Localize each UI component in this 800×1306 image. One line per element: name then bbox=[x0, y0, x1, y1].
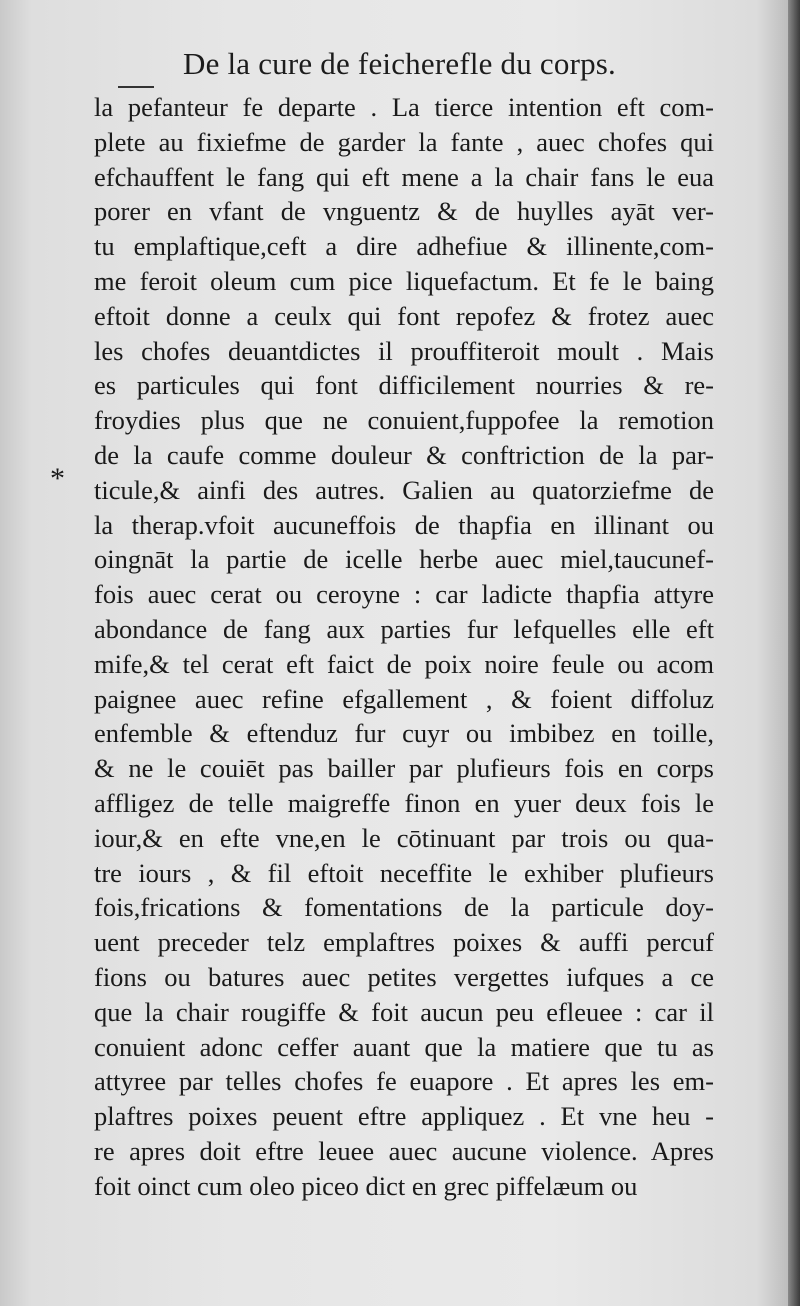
text-line: es particules qui font difficilement nourries & re- bbox=[94, 370, 714, 401]
text-line: uent preceder telz emplaftres poixes & auffi percuf bbox=[94, 927, 714, 958]
text-line: plete au fixiefme de garder la fante , auec chofes qui bbox=[94, 126, 714, 157]
text-line: les chofes deuantdictes il prouffiteroit moult . Mais bbox=[94, 335, 714, 366]
text-line: que la chair rougiffe & foit aucun peu efleuee : car il bbox=[94, 996, 714, 1027]
text-line: fois auec cerat ou ceroyne : car ladicte thapfia attyre bbox=[94, 579, 714, 610]
text-line: enfemble & eftenduz fur cuyr ou imbibez en toille, bbox=[94, 718, 714, 749]
text-line: fois,frications & fomentations de la particule doy- bbox=[94, 892, 714, 923]
text-line: porer en vfant de vnguentz & de huylles ayāt ver- bbox=[94, 196, 714, 227]
text-line: plaftres poixes peuent eftre appliquez . Et vne heu - bbox=[94, 1101, 714, 1132]
text-line: de la caufe comme douleur & conftriction de la par- bbox=[94, 439, 714, 470]
text-line: la therap.vfoit aucuneffois de thapfia en illinant ou bbox=[94, 509, 714, 540]
text-line: froydies plus que ne conuient,fuppofee la remotion bbox=[94, 405, 714, 436]
text-line: efchauffent le fang qui eft mene a la chair fans le eua bbox=[94, 161, 714, 192]
text-line: mife,& tel cerat eft faict de poix noire feule ou acom bbox=[94, 648, 714, 679]
text-line: affligez de telle maigreffe finon en yuer deux fois le bbox=[94, 787, 714, 818]
text-line: & ne le couiēt pas bailler par plufieurs fois en corps bbox=[94, 753, 714, 784]
text-line: eftoit donne a ceulx qui font repofez & frotez auec bbox=[94, 300, 714, 331]
text-line: oingnāt la partie de icelle herbe auec miel,taucunef- bbox=[94, 544, 714, 575]
page-edge bbox=[788, 0, 800, 1306]
running-title: De la cure de feicherefle du corps. bbox=[183, 46, 617, 81]
text-line: attyree par telles chofes fe euapore . Et apres les em- bbox=[94, 1066, 714, 1097]
margin-asterisk: * bbox=[50, 462, 65, 495]
text-line: iour,& en efte vne,en le cōtinuant par trois ou qua- bbox=[94, 822, 714, 853]
text-line: tre iours , & fil eftoit neceffite le exhiber plufieurs bbox=[94, 857, 714, 888]
text-line: re apres doit eftre leuee auec aucune violence. Apres bbox=[94, 1135, 714, 1166]
text-line: tu emplaftique,ceft a dire adhefiue & illinente,com- bbox=[94, 231, 714, 262]
text-line: la pefanteur fe departe . La tierce intention eft com- bbox=[94, 92, 714, 122]
text-line: paignee auec refine efgallement , & foient diffoluz bbox=[94, 683, 714, 714]
text-line: conuient adonc ceffer auant que la matiere que tu as bbox=[94, 1031, 714, 1062]
body-text bbox=[94, 90, 714, 1204]
text-line: ticule,& ainfi des autres. Galien au quatorziefme de bbox=[94, 474, 714, 505]
header-rule bbox=[118, 86, 154, 88]
text-line: fions ou batures auec petites vergettes iufques a ce bbox=[94, 961, 714, 992]
text-line: me feroit oleum cum pice liquefactum. Et fe le baing bbox=[94, 265, 714, 296]
text-line: abondance de fang aux parties fur lefquelles elle eft bbox=[94, 613, 714, 644]
text-line: foit oinct cum oleo piceo dict en grec piffelæum ou bbox=[94, 1170, 638, 1201]
